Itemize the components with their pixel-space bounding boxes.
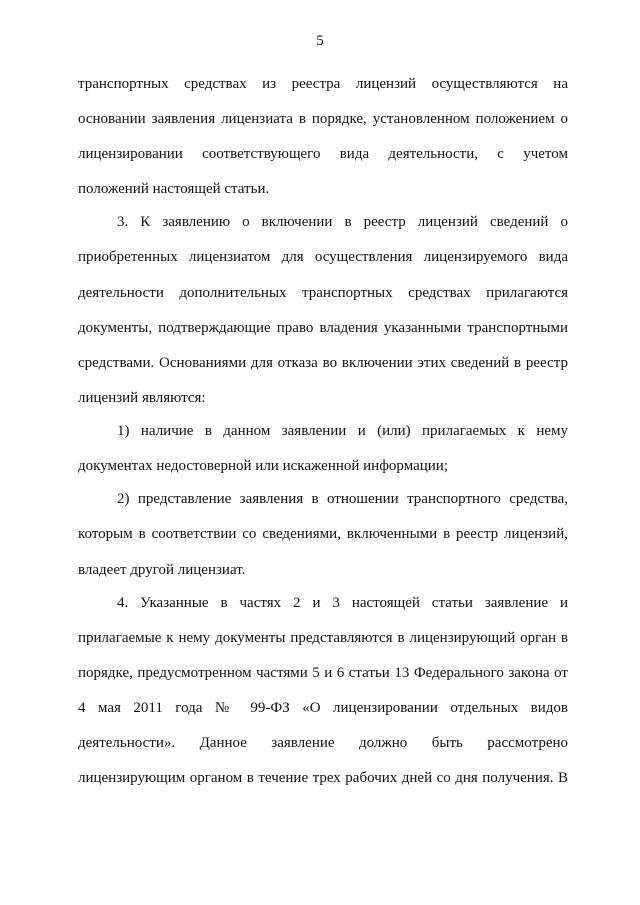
text-line: прилагаемые к нему документы представляются в лицензирующий орган в <box>78 630 568 646</box>
page-number: 5 <box>316 33 324 49</box>
text-line: деятельности дополнительных транспортных средствах прилагаются <box>78 285 568 301</box>
text-line: документы, подтверждающие право владения указанными транспортными <box>78 320 568 336</box>
text-line: которым в соответствии со сведениями, включенными в реестр лицензий, <box>78 526 568 542</box>
text-line: лицензий являются: <box>78 390 206 406</box>
paragraph-3-first-line: 3. К заявлению о включении в реестр лицензий сведений о <box>117 214 568 230</box>
text-line: приобретенных лицензиатом для осуществления лицензируемого вида <box>78 249 568 265</box>
list-item-1-first-line: 1) наличие в данном заявлении и (или) прилагаемых к нему <box>117 423 568 439</box>
text-line: средствами. Основаниями для отказа во включении этих сведений в реестр <box>78 355 568 371</box>
text-line: порядке, предусмотренном частями 5 и 6 статьи 13 Федерального закона от <box>78 665 568 681</box>
list-item-2-first-line: 2) представление заявления в отношении транспортного средства, <box>117 491 568 507</box>
text-line: лицензирующим органом в течение трех рабочих дней со дня получения. В <box>78 770 568 786</box>
text-line: положений настоящей статьи. <box>78 181 270 197</box>
text-line: документах недостоверной или искаженной информации; <box>78 458 448 474</box>
text-line: основании заявления лицензиата в порядке, установленном положением о <box>78 111 568 127</box>
text-line: лицензировании соответствующего вида деятельности, с учетом <box>78 146 568 162</box>
text-line: транспортных средствах из реестра лицензий осуществляются на <box>78 76 568 92</box>
text-line: деятельности». Данное заявление должно быть рассмотрено <box>78 735 568 751</box>
paragraph-4-first-line: 4. Указанные в частях 2 и 3 настоящей статьи заявление и <box>117 595 568 611</box>
text-line: 4 мая 2011 года № 99-ФЗ «О лицензировании отдельных видов <box>78 700 568 716</box>
text-line: владеет другой лицензиат. <box>78 562 246 578</box>
